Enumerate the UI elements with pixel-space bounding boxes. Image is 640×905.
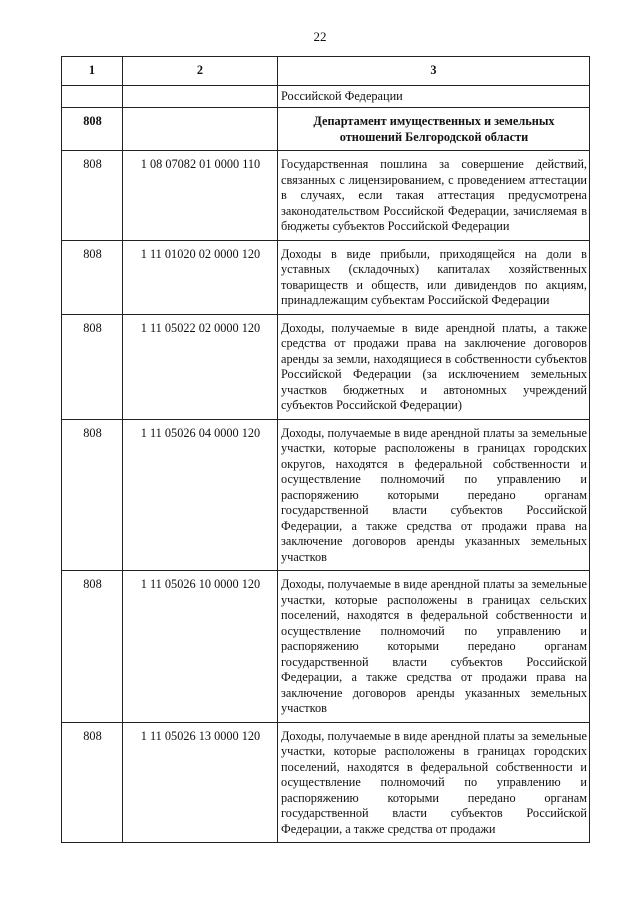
admin-code-cell: 808 (62, 419, 123, 571)
department-row (62, 108, 590, 151)
kbk-code-cell (123, 108, 278, 151)
page-number: 22 (313, 29, 327, 44)
kbk-code-cell: 1 11 05022 02 0000 120 (123, 314, 278, 419)
kbk-code-cell: 1 11 05026 04 0000 120 (123, 419, 278, 571)
admin-code-cell: 808 (62, 571, 123, 723)
department-name-cell: Департамент имущественных и земельных отношений Белгородской области (278, 108, 590, 151)
admin-code-cell (62, 85, 123, 108)
table-row (62, 240, 590, 314)
description-cell: Доходы в виде прибыли, приходящейся на доли в уставных (складочных) капиталах хозяйственных товариществ и обществ, или дивидендов по акциям, принадлежащим субъектам Российской Федерации (278, 240, 590, 314)
revenue-codes-table (61, 56, 590, 843)
kbk-code-cell: 1 11 05026 10 0000 120 (123, 571, 278, 723)
table-row (62, 419, 590, 571)
admin-code-cell: 808 (62, 240, 123, 314)
kbk-code-cell: 1 11 05026 13 0000 120 (123, 722, 278, 843)
description-cell: Государственная пошлина за совершение действий, связанных с лицензированием, с проведением аттестации в случаях, если такая аттестация предусмотрена законодательством Российской Федерации, зачисляемая в бюджеты субъектов Российской Федерации (278, 151, 590, 241)
table-header-row (62, 57, 590, 86)
column-header-3: 3 (278, 57, 590, 86)
table-row (62, 722, 590, 843)
column-header-1: 1 (62, 57, 123, 86)
continuation-row (62, 85, 590, 108)
admin-code-cell: 808 (62, 108, 123, 151)
description-cell: Российской Федерации (278, 85, 590, 108)
table-row (62, 151, 590, 241)
kbk-code-cell: 1 08 07082 01 0000 110 (123, 151, 278, 241)
table-row (62, 571, 590, 723)
kbk-code-cell: 1 11 01020 02 0000 120 (123, 240, 278, 314)
kbk-code-cell (123, 85, 278, 108)
description-cell: Доходы, получаемые в виде арендной платы за земельные участки, которые расположены в границах сельских поселений, находятся в федеральной собственности и осуществление полномочий по управлению и распоряжению которыми передано органам государственной власти субъектов Российской Федерации, а также средства от продажи права на заключение договоров аренды указанных земельных участков (278, 571, 590, 723)
admin-code-cell: 808 (62, 314, 123, 419)
description-cell: Доходы, получаемые в виде арендной платы за земельные участки, которые расположены в границах городских округов, находятся в федеральной собственности и осуществление полномочий по управлению и распоряжению которыми передано органам государственной власти субъектов Российской Федерации, а также средства от продажи права на заключение договоров аренды указанных земельных участков (278, 419, 590, 571)
description-cell: Доходы, получаемые в виде арендной платы за земельные участки, которые расположены в границах городских поселений, находятся в федеральной собственности и осуществление полномочий по управлению и распоряжению которыми передано органам государственной власти субъектов Российской Федерации, а также средства от продажи (278, 722, 590, 843)
admin-code-cell: 808 (62, 151, 123, 241)
description-cell: Доходы, получаемые в виде арендной платы, а также средства от продажи права на заключение договоров аренды за земли, находящиеся в собственности субъектов Российской Федерации (за исключением земельных участков бюджетных и автономных учреждений субъектов Российской Федерации) (278, 314, 590, 419)
column-header-2: 2 (123, 57, 278, 86)
table-row (62, 314, 590, 419)
admin-code-cell: 808 (62, 722, 123, 843)
